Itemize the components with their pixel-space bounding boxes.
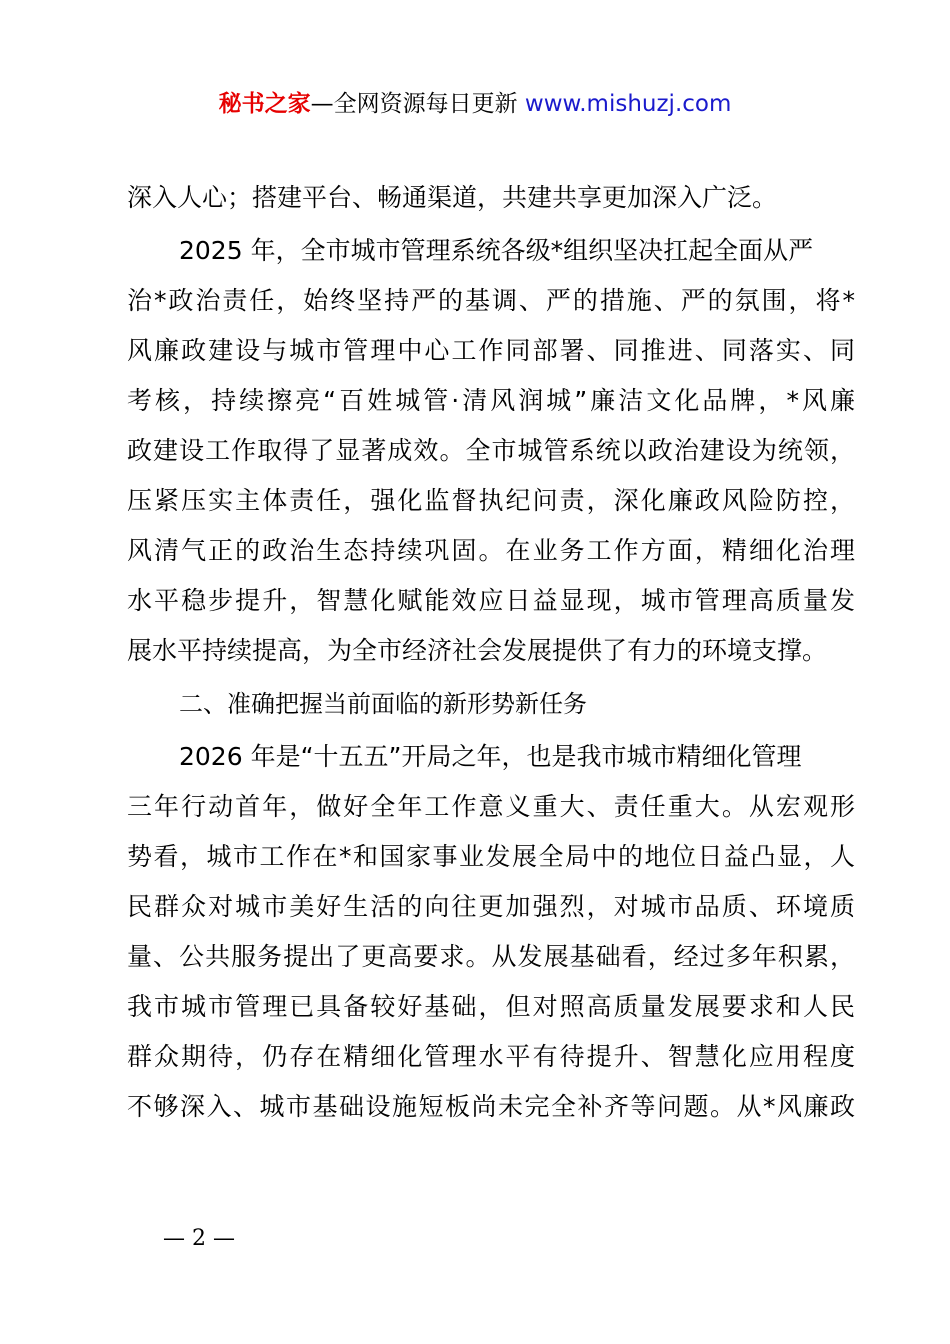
paragraph-line: 压紧压实主体责任，强化监督执纪问责，深化廉政风险防控，	[127, 486, 855, 515]
document-body	[127, 183, 855, 1142]
paragraph-line: 风清气正的政治生态持续巩固。在业务工作方面，精细化治理	[127, 536, 855, 565]
brand-name: 秘书之家	[218, 91, 311, 117]
paragraph-line: 考核，持续擦亮“百姓城管·清风润城”廉洁文化品牌，*风廉	[127, 386, 855, 415]
paragraph-line: 我市城市管理已具备较好基础，但对照高质量发展要求和人民	[127, 992, 855, 1021]
paragraph-line: 群众期待，仍存在精细化管理水平有待提升、智慧化应用程度	[127, 1042, 855, 1071]
paragraph-line: 2026 年是“十五五”开局之年，也是我市城市精细化管理	[179, 742, 802, 771]
paragraph-line: 水平稳步提升，智慧化赋能效应日益显现，城市管理高质量发	[127, 586, 855, 615]
paragraph-line: 风廉政建设与城市管理中心工作同部署、同推进、同落实、同	[127, 336, 855, 365]
page-header	[0, 86, 950, 122]
website-link[interactable]: www.mishuzj.com	[524, 91, 732, 117]
paragraph-line: 治*政治责任，始终坚持严的基调、严的措施、严的氛围，将*	[127, 286, 855, 315]
paragraph-line: 政建设工作取得了显著成效。全市城管系统以政治建设为统领，	[127, 436, 855, 465]
header-tagline: —全网资源每日更新	[310, 91, 518, 117]
paragraph-line: 三年行动首年，做好全年工作意义重大、责任重大。从宏观形	[127, 792, 855, 821]
paragraph-line: 势看，城市工作在*和国家事业发展全局中的地位日益凸显，人	[127, 842, 855, 871]
paragraph-line: 不够深入、城市基础设施短板尚未完全补齐等问题。从*风廉政	[127, 1092, 855, 1121]
paragraph-line: 2025 年，全市城市管理系统各级*组织坚决扛起全面从严	[179, 236, 814, 265]
paragraph-line: 民群众对城市美好生活的向往更加强烈，对城市品质、环境质	[127, 892, 855, 921]
paragraph-line: 深入人心；搭建平台、畅通渠道，共建共享更加深入广泛。	[127, 183, 778, 212]
page-number: — 2 —	[163, 1226, 235, 1251]
section-heading: 二、准确把握当前面临的新形势新任务	[179, 690, 587, 718]
paragraph-line: 展水平持续提高，为全市经济社会发展提供了有力的环境支撑。	[127, 636, 828, 665]
paragraph-line: 量、公共服务提出了更高要求。从发展基础看，经过多年积累，	[127, 942, 855, 971]
